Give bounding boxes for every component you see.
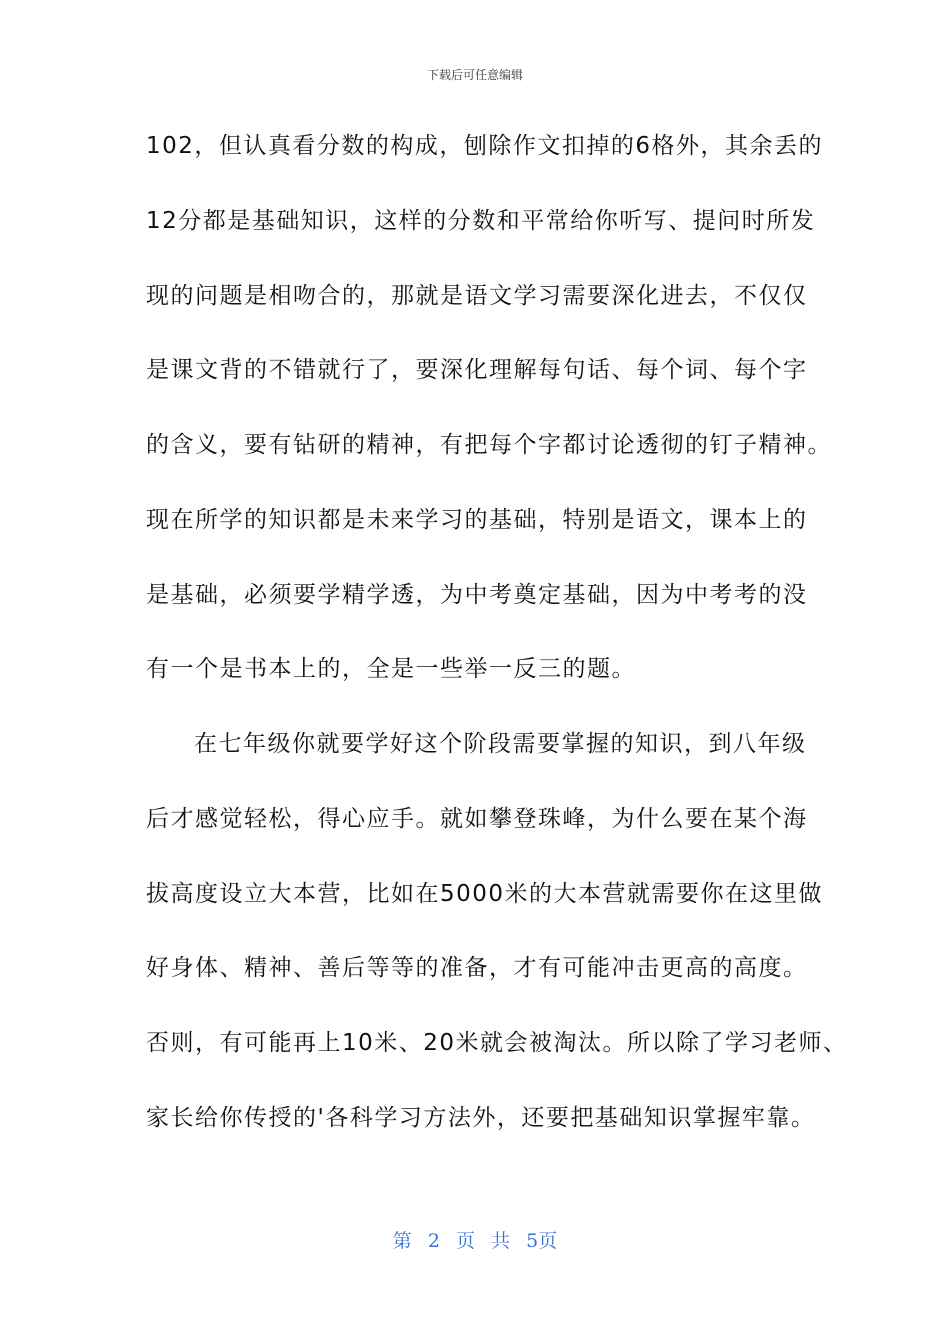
- text-line: 现的问题是相吻合的，那就是语文学习需要深化进去，不仅仅: [146, 283, 808, 309]
- page-header: 下载后可任意编辑: [426, 68, 523, 82]
- text-line: 家长给你传授的'各科学习方法外，还要把基础知识掌握牢靠。: [146, 1105, 816, 1131]
- paragraph-first-line: 在七年级你就要学好这个阶段需要掌握的知识，到八年级: [194, 731, 807, 757]
- text-line: 12分都是基础知识，这样的分数和平常给你听写、提问时所发: [146, 208, 816, 234]
- footer-total-prefix: 共: [491, 1230, 511, 1252]
- footer-prefix: 第: [392, 1230, 412, 1252]
- text-line: 有一个是书本上的，全是一些举一反三的题。: [146, 656, 636, 682]
- text-line: 是课文背的不错就行了，要深化理解每句话、每个词、每个字: [146, 357, 808, 383]
- text-line: 现在所学的知识都是未来学习的基础，特别是语文，课本上的: [146, 507, 808, 533]
- page-footer: [0, 1226, 950, 1253]
- text-line: 否则，有可能再上10米、20米就会被淘汰。所以除了学习老师、: [146, 1030, 848, 1056]
- text-line: 102，但认真看分数的构成，刨除作文扣掉的6格外，其余丢的: [146, 133, 824, 159]
- footer-total-pages: 5页: [526, 1230, 558, 1252]
- footer-current-page: 2: [427, 1230, 440, 1252]
- text-line: 的含义，要有钻研的精神，有把每个字都讨论透彻的钉子精神。: [146, 432, 832, 458]
- text-line: 后才感觉轻松，得心应手。就如攀登珠峰，为什么要在某个海: [146, 806, 808, 832]
- footer-page-label: 页: [455, 1230, 475, 1252]
- text-line: 是基础，必须要学精学透，为中考奠定基础，因为中考考的没: [146, 582, 808, 608]
- text-line: 好身体、精神、善后等等的准备，才有可能冲击更高的高度。: [146, 955, 808, 981]
- text-line: 拔高度设立大本营，比如在5000米的大本营就需要你在这里做: [146, 881, 824, 907]
